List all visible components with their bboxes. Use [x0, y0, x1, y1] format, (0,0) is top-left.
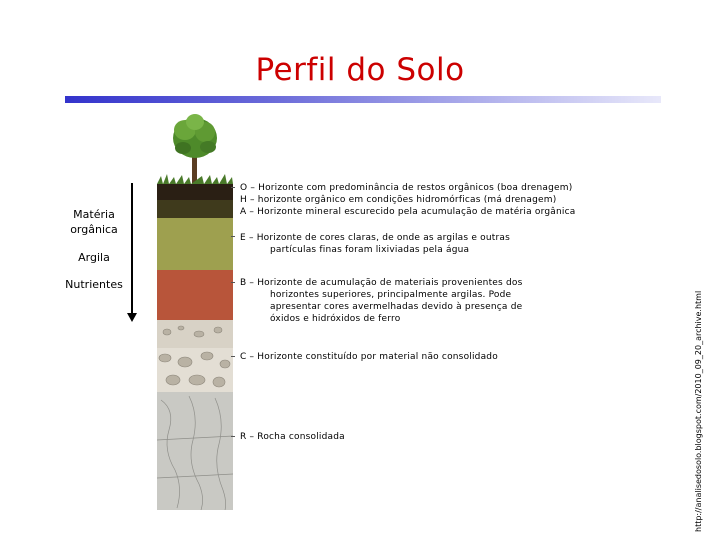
arrow-head-icon [127, 313, 137, 322]
tick-e [231, 236, 235, 237]
horizon-oha-description [240, 182, 575, 218]
soil-profile-image [155, 110, 235, 510]
horizon-b-layer [157, 270, 233, 320]
horizon-b-text-line3: apresentar cores avermelhadas devido à presença de [270, 302, 523, 312]
horizon-o-layer [157, 184, 233, 200]
leaching-arrow [131, 183, 133, 315]
tick-c [231, 356, 235, 357]
horizon-b-text-line2: horizontes superiores, principalmente argilas. Pode [270, 290, 512, 300]
horizon-e-layer [157, 218, 233, 270]
horizon-a-layer [157, 200, 233, 218]
horizon-o-text: O – Horizonte com predominância de restos orgânicos (boa drenagem) [240, 183, 573, 193]
horizon-r-layer [157, 392, 233, 510]
horizon-b-text-line4: óxidos e hidróxidos de ferro [270, 314, 401, 324]
tick-r [231, 436, 235, 437]
label-clay: Argila [78, 251, 110, 264]
horizon-b-text-line1: B – Horizonte de acumulação de materiais provenientes dos [240, 278, 523, 288]
title-underline [65, 96, 661, 103]
page-title: Perfil do Solo [255, 52, 465, 88]
horizon-r-text: R – Rocha consolidada [240, 432, 345, 442]
horizon-c-text: C – Horizonte constituído por material não consolidado [240, 352, 498, 362]
tick-b [231, 282, 235, 283]
horizon-h-text: H – horizonte orgânico em condições hidromórficas (má drenagem) [240, 195, 557, 205]
source-credit: http://analisedosolo.blogspot.com/2010_09_20_archive.html [694, 290, 703, 532]
horizon-a-text: A – Horizonte mineral escurecido pela acumulação de matéria orgânica [240, 207, 576, 217]
horizon-b-description [240, 277, 523, 325]
label-nutrients: Nutrientes [65, 278, 123, 291]
horizon-e-text-line1: E – Horizonte de cores claras, de onde as argilas e outras [240, 233, 510, 243]
tick-o [231, 187, 235, 188]
label-organic-matter: Matéria orgânica [70, 208, 118, 236]
horizon-e-description [240, 232, 510, 256]
horizon-e-text-line2: partículas finas foram lixiviadas pela água [270, 245, 470, 255]
